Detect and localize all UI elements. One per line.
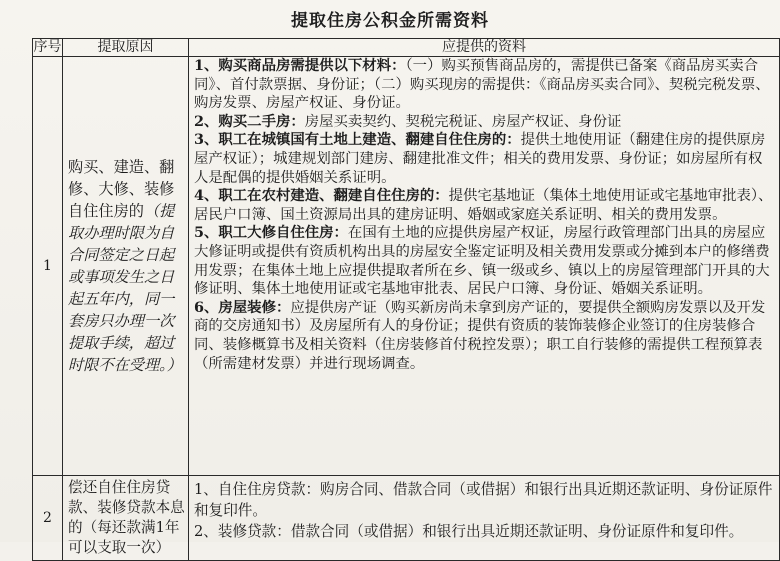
material-item <box>194 479 775 521</box>
material-item-body: 购房合同、借款合同（或借据）和银行出具近期还款证明、身份证原件和复印件。 <box>194 481 773 519</box>
material-item-body: 提供宅基地证（集体土地使用证或宅基地审批表）、居民户口簿、国土资源局出具的建房证明、婚姻或家庭关系证明、相关的费用发票。 <box>194 188 773 223</box>
material-item-head: 6、房屋装修： <box>194 298 291 316</box>
table-row <box>33 476 780 561</box>
material-item <box>194 299 775 373</box>
withdrawal-reason <box>63 57 189 476</box>
required-materials <box>189 57 780 476</box>
material-item-head: 2、装修贷款： <box>194 523 291 540</box>
material-item-head: 3、职工在城镇国有土地上建造、翻建自住住房的： <box>194 131 521 149</box>
table-row <box>33 57 780 476</box>
withdrawal-reason: 偿还自住住房贷款、装修贷款本息的（每还款满1年可以支取一次） <box>63 476 189 561</box>
reason-note: （提取办理时限为自合同签定之日起或事项发生之日起五年内，同一套房只办理一次提取手续，超过时限不在受理。） <box>68 202 182 374</box>
reason-main: 购买、建造、翻修、大修、装修自住住房的 <box>68 158 175 220</box>
header-reason: 提取原因 <box>63 39 189 57</box>
required-materials <box>189 476 780 561</box>
material-item-body: 提供土地使用证（翻建住房的提供原房屋产权证）；城建规划部门建房、翻建批准文件；相关的费用发票、身份证；如房屋所有权人是配偶的提供婚姻关系证明。 <box>194 132 766 186</box>
row-number: 2 <box>33 476 63 561</box>
row-number: 1 <box>33 57 63 476</box>
material-item-head: 1、自住住房贷款： <box>194 481 321 498</box>
materials-table <box>32 38 780 561</box>
material-item <box>194 224 775 298</box>
material-item-body: 借款合同（或借据）和银行出具近期还款证明、身份证原件和复印件。 <box>290 523 744 540</box>
header-no: 序号 <box>33 39 62 55</box>
material-item <box>194 131 775 187</box>
header-materials: 应提供的资料 <box>189 39 780 57</box>
material-item <box>194 187 775 224</box>
material-item-body: 在国有土地的应提供房屋产权证，房屋行政管理部门出具的房屋应大修证明或提供有资质机构出具的房屋安全鉴定证明及相关费用发票或分摊到本户的修缮费用发票；在集体土地上应提供提取者所在乡、镇一级或乡、镇以上的房屋管理部门开具的大修证明、集体土地使用证或宅基地审批表、居民户口簿、身份证、婚姻关系证明。 <box>194 225 770 298</box>
material-item-body: 房屋买卖契约、契税完税证、房屋产权证、身份证 <box>304 113 622 130</box>
material-item-head: 2、购买二手房： <box>194 112 305 130</box>
document-title: 提取住房公积金所需资料 <box>291 11 489 31</box>
material-item <box>194 521 775 542</box>
table-header-row <box>33 39 780 57</box>
material-item <box>194 113 775 132</box>
material-item-head: 4、职工在农村建造、翻建自住住房的： <box>194 187 449 205</box>
material-item-body: 应提供房产证（购买新房尚未拿到房产证的，要提供全额购房发票以及开发商的交房通知书）及房屋所有人的身份证；提供有资质的装饰装修企业签订的住房装修合同、装修概算书及相关资料（住房装修首付税控发票）；职工自行装修的需提供工程预算表（所需建材发票）并进行现场调查。 <box>194 299 766 372</box>
material-item <box>194 57 775 113</box>
material-item-head: 5、职工大修自住住房： <box>194 224 348 242</box>
material-item-head: 1、购买商品房需提供以下材料： <box>194 57 406 74</box>
material-item-body: （一）购买预售商品房的，需提供已备案《商品房买卖合同》、首付款票据、身份证；（二）购买现房的需提供：《商品房买卖合同》、契税完税发票、购房发票、房屋产权证、身份证。 <box>194 58 770 112</box>
